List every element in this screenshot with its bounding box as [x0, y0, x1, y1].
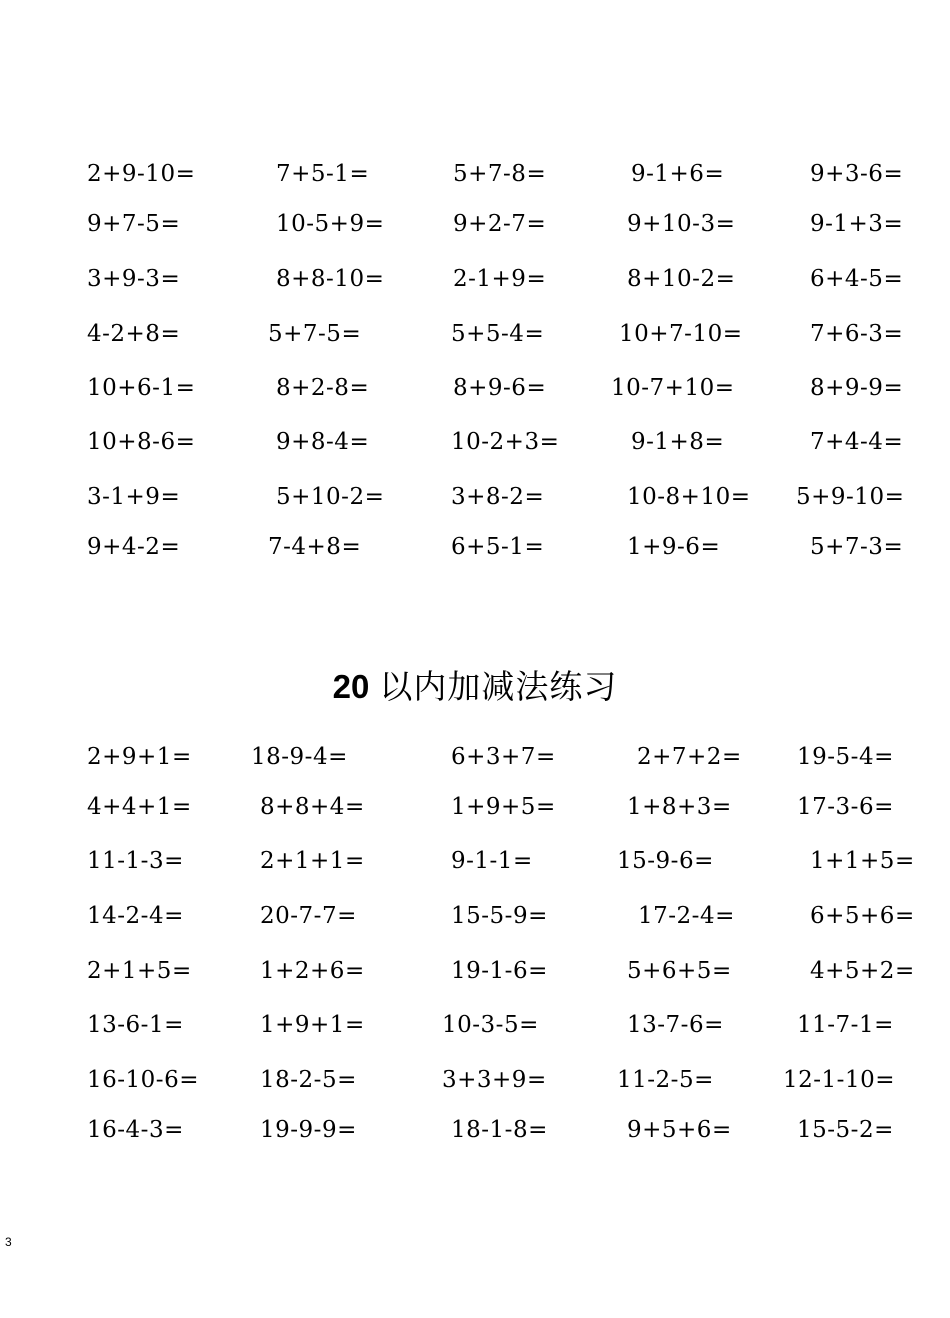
problem-row — [0, 317, 950, 351]
math-problem: 5+7-5= — [268, 321, 362, 347]
math-problem: 7+4-4= — [810, 429, 904, 455]
math-problem: 10+7-10= — [619, 321, 743, 347]
math-problem: 1+2+6= — [260, 958, 365, 984]
math-problem: 17-2-4= — [638, 903, 735, 929]
math-problem: 10-5+9= — [276, 211, 385, 237]
math-problem: 2+9-10= — [87, 161, 196, 187]
problem-row — [0, 844, 950, 878]
math-problem: 13-7-6= — [627, 1012, 724, 1038]
math-problem: 13-6-1= — [87, 1012, 184, 1038]
problem-row — [0, 1063, 950, 1097]
math-problem: 14-2-4= — [87, 903, 184, 929]
math-problem: 18-1-8= — [451, 1117, 548, 1143]
math-problem: 1+9+5= — [451, 794, 556, 820]
math-problem: 5+7-8= — [453, 161, 547, 187]
problem-row — [0, 530, 950, 564]
math-problem: 9+2-7= — [453, 211, 547, 237]
section-title-text: 以内加减法练习 — [379, 667, 618, 706]
math-problem: 10-7+10= — [611, 375, 735, 401]
math-problem: 11-2-5= — [617, 1067, 714, 1093]
math-problem: 9-1+8= — [631, 429, 725, 455]
math-problem: 18-9-4= — [251, 744, 348, 770]
math-problem: 2+1+1= — [260, 848, 365, 874]
math-problem: 10+8-6= — [87, 429, 196, 455]
math-problem: 6+3+7= — [451, 744, 556, 770]
math-problem: 9+5+6= — [627, 1117, 732, 1143]
math-problem: 1+9-6= — [627, 534, 721, 560]
problem-row — [0, 262, 950, 296]
problem-row — [0, 899, 950, 933]
math-problem: 12-1-10= — [783, 1067, 895, 1093]
math-problem: 6+5-1= — [451, 534, 545, 560]
math-problem: 3+9-3= — [87, 266, 181, 292]
math-problem: 16-4-3= — [87, 1117, 184, 1143]
problem-row — [0, 371, 950, 405]
problem-row — [0, 1113, 950, 1147]
problem-row — [0, 1008, 950, 1042]
math-problem: 8+8+4= — [260, 794, 365, 820]
math-problem: 2+7+2= — [637, 744, 742, 770]
math-problem: 5+6+5= — [627, 958, 732, 984]
math-problem: 3-1+9= — [87, 484, 181, 510]
math-problem: 8+2-8= — [276, 375, 370, 401]
problem-row — [0, 740, 950, 774]
math-problem: 10-3-5= — [442, 1012, 539, 1038]
math-problem: 8+9-6= — [453, 375, 547, 401]
math-problem: 18-2-5= — [260, 1067, 357, 1093]
math-problem: 1+1+5= — [810, 848, 915, 874]
math-problem: 19-9-9= — [260, 1117, 357, 1143]
math-problem: 19-1-6= — [451, 958, 548, 984]
math-problem: 4+4+1= — [87, 794, 192, 820]
math-problem: 9+7-5= — [87, 211, 181, 237]
page-number: 3 — [5, 1235, 12, 1249]
section-title-number: 20 — [332, 668, 370, 705]
math-problem: 15-9-6= — [617, 848, 714, 874]
math-problem: 7-4+8= — [268, 534, 362, 560]
math-problem: 7+5-1= — [276, 161, 370, 187]
math-problem: 4+5+2= — [810, 958, 915, 984]
math-problem: 7+6-3= — [810, 321, 904, 347]
math-problem: 8+9-9= — [810, 375, 904, 401]
math-problem: 8+10-2= — [627, 266, 736, 292]
math-problem: 15-5-2= — [797, 1117, 894, 1143]
problem-row — [0, 425, 950, 459]
math-problem: 9-1-1= — [451, 848, 533, 874]
math-problem: 20-7-7= — [260, 903, 357, 929]
math-problem: 3+8-2= — [451, 484, 545, 510]
math-problem: 2+1+5= — [87, 958, 192, 984]
math-problem: 8+8-10= — [276, 266, 385, 292]
math-problem: 16-10-6= — [87, 1067, 199, 1093]
math-problem: 6+5+6= — [810, 903, 915, 929]
problem-row — [0, 207, 950, 241]
math-problem: 5+5-4= — [451, 321, 545, 347]
math-problem: 2+9+1= — [87, 744, 192, 770]
problem-row — [0, 954, 950, 988]
math-problem: 11-7-1= — [797, 1012, 894, 1038]
math-problem: 9+3-6= — [810, 161, 904, 187]
problem-row — [0, 480, 950, 514]
math-problem: 9+4-2= — [87, 534, 181, 560]
math-problem: 2-1+9= — [453, 266, 547, 292]
math-problem: 17-3-6= — [797, 794, 894, 820]
math-problem: 5+10-2= — [276, 484, 385, 510]
math-problem: 6+4-5= — [810, 266, 904, 292]
problem-row — [0, 790, 950, 824]
math-problem: 9-1+6= — [631, 161, 725, 187]
math-problem: 15-5-9= — [451, 903, 548, 929]
math-problem: 3+3+9= — [442, 1067, 547, 1093]
math-problem: 5+7-3= — [810, 534, 904, 560]
math-problem: 9-1+3= — [810, 211, 904, 237]
math-problem: 10+6-1= — [87, 375, 196, 401]
problem-row — [0, 157, 950, 191]
math-problem: 9+10-3= — [627, 211, 736, 237]
math-problem: 1+9+1= — [260, 1012, 365, 1038]
math-problem: 1+8+3= — [627, 794, 732, 820]
math-problem: 10-2+3= — [451, 429, 560, 455]
math-problem: 9+8-4= — [276, 429, 370, 455]
math-problem: 5+9-10= — [796, 484, 905, 510]
math-problem: 10-8+10= — [627, 484, 751, 510]
math-problem: 19-5-4= — [797, 744, 894, 770]
math-problem: 4-2+8= — [87, 321, 181, 347]
math-problem: 11-1-3= — [87, 848, 184, 874]
section-title — [0, 664, 950, 711]
